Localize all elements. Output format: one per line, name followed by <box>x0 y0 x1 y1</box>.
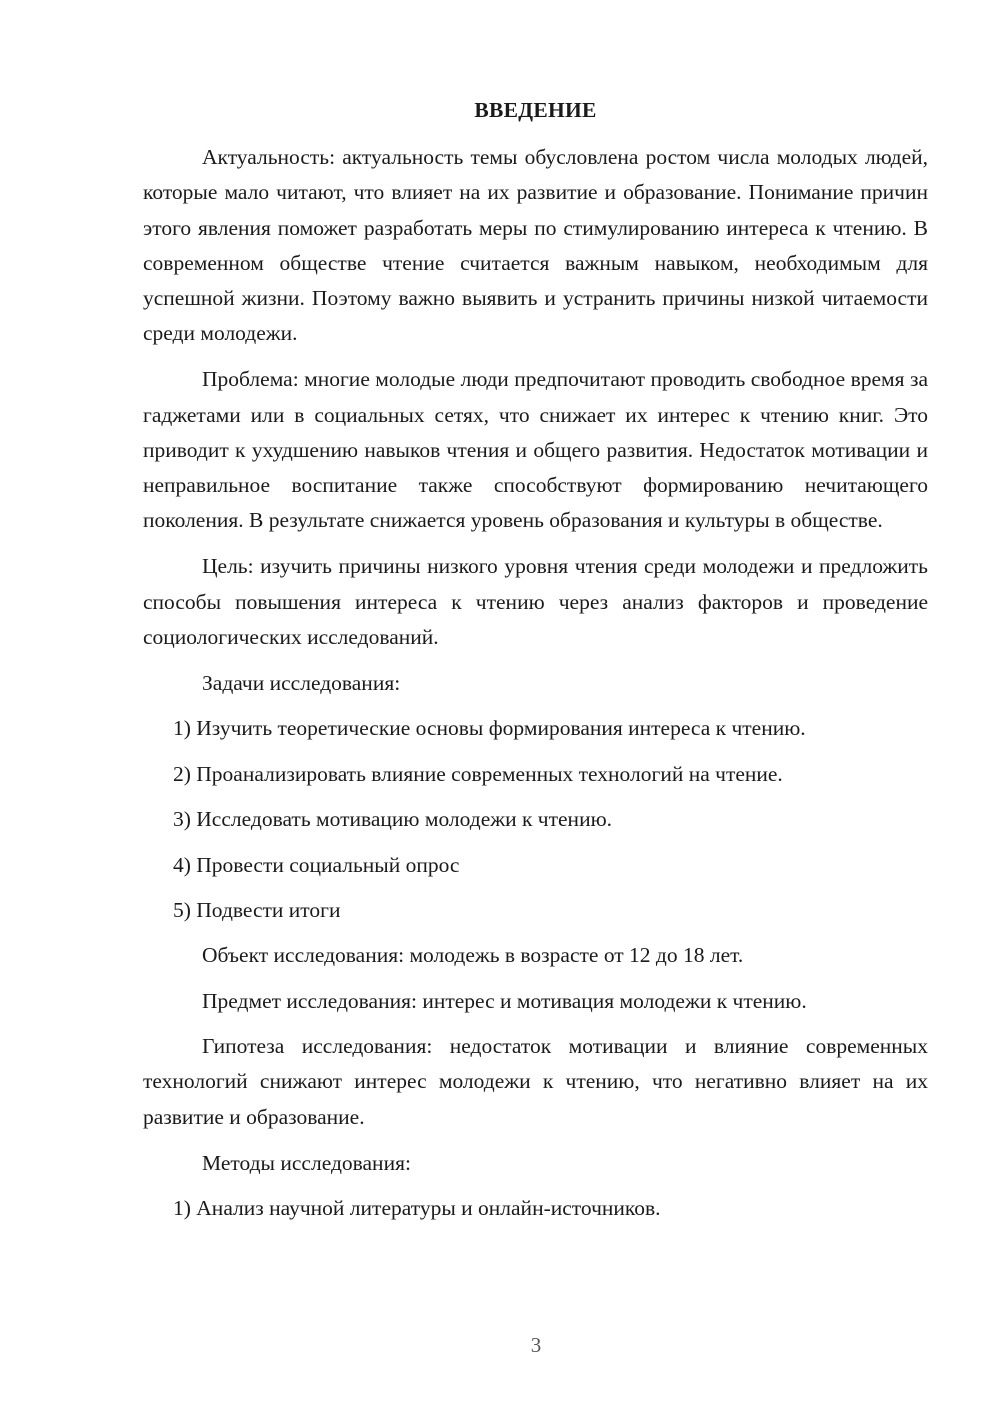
section-heading: ВВЕДЕНИЕ <box>474 98 597 122</box>
task-item: 2) Проанализировать влияние современных технологий на чтение. <box>173 761 783 786</box>
task-item: 5) Подвести итоги <box>173 898 341 922</box>
research-object: Объект исследования: молодежь в возрасте от 12 до 18 лет. <box>202 943 744 968</box>
relevance-paragraph: Актуальность: актуальность темы обусловлена ростом числа молодых людей, которые мало читают, что влияет на их развитие и образование. Понимание причин этого явления поможет разработать меры по стимулированию интереса к чтению. В современном обществе чтение считается важным навыком, необходимым для успешной жизни. Поэтому важно выявить и устранить причины низкой читаемости среди молодежи. <box>143 145 928 346</box>
method-item: 1) Анализ научной литературы и онлайн-источников. <box>173 1196 661 1221</box>
task-item: 1) Изучить теоретические основы формирования интереса к чтению. <box>173 716 806 741</box>
methods-title: Методы исследования: <box>202 1150 411 1175</box>
document-page <box>143 93 928 1237</box>
research-subject: Предмет исследования: интерес и мотивация молодежи к чтению. <box>202 988 807 1013</box>
page-number: 3 <box>530 1333 542 1357</box>
task-item: 3) Исследовать мотивацию молодежи к чтению. <box>173 807 613 832</box>
goal-paragraph: Цель: изучить причины низкого уровня чтения среди молодежи и предложить способы повышения интереса к чтению через анализ факторов и проведение социологических исследований. <box>143 554 928 649</box>
tasks-title: Задачи исследования: <box>202 671 401 696</box>
problem-paragraph: Проблема: многие молодые люди предпочитают проводить свободное время за гаджетами или в социальных сетях, что снижает их интерес к чтению книг. Это приводит к ухудшению навыков чтения и общего развития. Недостаток мотивации и неправильное воспитание также способствуют формированию нечитающего поколения. В результате снижается уровень образования и культуры в обществе. <box>143 367 928 533</box>
task-item: 4) Провести социальный опрос <box>173 852 460 877</box>
hypothesis-paragraph: Гипотеза исследования: недостаток мотивации и влияние современных технологий снижают интерес молодежи к чтению, что негативно влияет на их развитие и образование. <box>143 1034 928 1129</box>
